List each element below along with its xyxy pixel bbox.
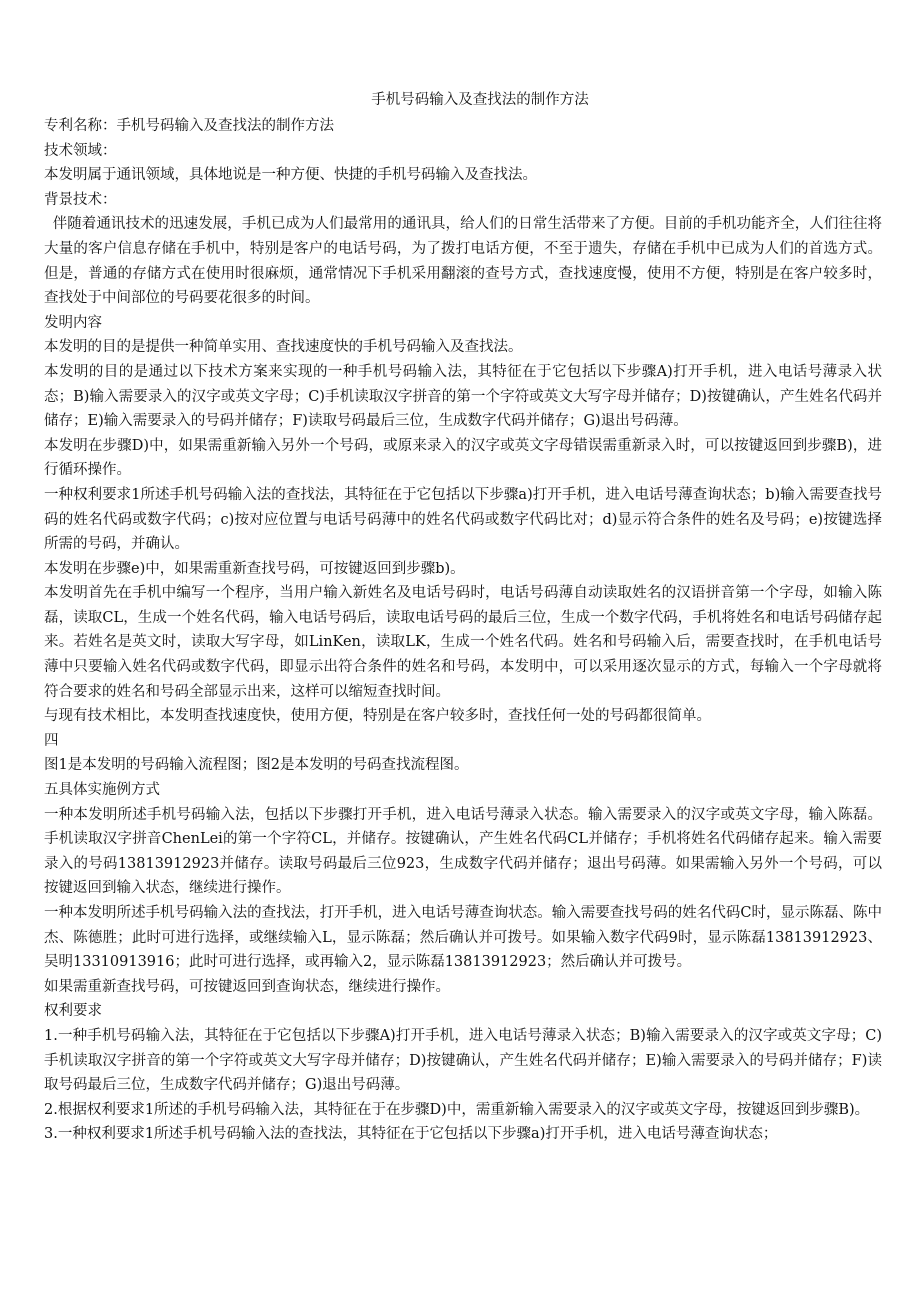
document-body — [44, 114, 882, 1147]
input-method-steps-paragraph: 本发明的目的是通过以下技术方案来实现的一种手机号码输入法，其特征在于它包括以下步骤A)打开手机，进入电话号薄录入状态；B)输入需要录入的汉字或英文字母；C)手机读取汉字拼音的第一个字符或英文大写字母并储存；D)按键确认，产生姓名代码并储存；E)输入需要录入的号码并储存；F)读取号码最后三位，生成数字代码并储存；G)退出号码薄。 — [44, 363, 882, 430]
step-d-loop-paragraph: 本发明在步骤D)中，如果需重新输入另外一个号码，或原来录入的汉字或英文字母错误需重新录入时，可以按键返回到步骤B)，进行循环操作。 — [44, 437, 882, 479]
claim-3-paragraph: 3.一种权利要求1所述手机号码输入法的查找法，其特征在于它包括以下步骤a)打开手机，进入电话号薄查询状态； — [44, 1126, 778, 1143]
embodiment-return-paragraph: 如果需重新查找号码，可按键返回到查询状态，继续进行操作。 — [44, 978, 450, 995]
patent-name-line: 专利名称：手机号码输入及查找法的制作方法 — [44, 118, 334, 134]
embodiment-input-paragraph: 一种本发明所述手机号码输入法，包括以下步骤打开手机，进入电话号薄录入状态。输入需要录入的汉字或英文字母，输入陈磊。手机读取汉字拼音ChenLei的第一个字符CL，并储存。按键确认，产生姓名代码CL并储存；手机将姓名代码储存起来。输入需要录入的号码13813912923并储存。读取号码最后三位923，生成数字代码并储存；退出号码薄。如果需输入另外一个号码，可以按键返回到输入状态，继续进行操作。 — [44, 806, 882, 897]
section-heading-background: 背景技术： — [44, 191, 117, 208]
program-description-paragraph: 本发明首先在手机中编写一个程序，当用户输入新姓名及电话号码时，电话号码薄自动读取姓名的汉语拼音第一个字母，如输入陈磊，读取CL，生成一个姓名代码，输入电话号码后，读取电话号码的最后三位，生成一个数字代码，手机将姓名和电话号码储存起来。若姓名是英文时，读取大写字母，如LinKen，读取LK，生成一个姓名代码。姓名和号码输入后，需要查找时，在手机电话号薄中只要输入姓名代码或数字代码，即显示出符合条件的姓名和号码，本发明中，可以采用逐次显示的方式，每输入一个字母就将符合要求的姓名和号码全部显示出来，这样可以缩短查找时间。 — [44, 585, 882, 700]
section-heading-embodiment: 五具体实施例方式 — [44, 782, 160, 799]
claim-1-paragraph: 1.一种手机号码输入法，其特征在于它包括以下步骤A)打开手机，进入电话号薄录入状态；B)输入需要录入的汉字或英文字母；C)手机读取汉字拼音的第一个字符或英文大写字母并储存；D)按键确认，产生姓名代码并储存；E)输入需要录入的号码并储存；F)读取号码最后三位，生成数字代码并储存；G)退出号码薄。 — [44, 1027, 882, 1094]
lookup-method-steps-paragraph: 一种权利要求1所述手机号码输入法的查找法，其特征在于它包括以下步骤a)打开手机，进入电话号薄查询状态；b)输入需要查找号码的姓名代码或数字代码；c)按对应位置与电话号码薄中的姓名代码或数字代码比对；d)显示符合条件的姓名及号码；e)按键选择所需的号码，并确认。 — [44, 486, 882, 553]
section-heading-technical-field: 技术领域： — [44, 142, 117, 159]
advantages-paragraph: 与现有技术相比，本发明查找速度快，使用方便，特别是在客户较多时，查找任何一处的号码都很简单。 — [44, 708, 711, 725]
figure-description-paragraph: 图1是本发明的号码输入流程图；图2是本发明的号码查找流程图。 — [44, 757, 469, 774]
section-heading-invention-content: 发明内容 — [44, 314, 102, 331]
section-heading-claims: 权利要求 — [44, 1003, 102, 1020]
document-title: 手机号码输入及查找法的制作方法 — [371, 92, 589, 108]
claim-2-paragraph: 2.根据权利要求1所述的手机号码输入法，其特征在于在步骤D)中，需重新输入需要录入的汉字或英文字母，按键返回到步骤B)。 — [44, 1101, 870, 1118]
embodiment-lookup-paragraph: 一种本发明所述手机号码输入法的查找法，打开手机，进入电话号薄查询状态。输入需要查找号码的姓名代码C时，显示陈磊、陈中杰、陈德胜；此时可进行选择，或继续输入L，显示陈磊；然后确认并可拨号。如果输入数字代码9时，显示陈磊13813912923、吴明13310913916；此时可进行选择，或再输入2，显示陈磊13813912923；然后确认并可拨号。 — [44, 905, 882, 971]
step-e-return-paragraph: 本发明在步骤e)中，如果需重新查找号码，可按键返回到步骤b)。 — [44, 560, 465, 577]
section-heading-four: 四 — [44, 732, 59, 749]
invention-purpose-paragraph: 本发明的目的是提供一种简单实用、查找速度快的手机号码输入及查找法。 — [44, 339, 523, 356]
technical-field-paragraph: 本发明属于通讯领域，具体地说是一种方便、快捷的手机号码输入及查找法。 — [44, 167, 537, 184]
background-paragraph: 伴随着通讯技术的迅速发展，手机已成为人们最常用的通讯具，给人们的日常生活带来了方便。目前的手机功能齐全，人们往往将大量的客户信息存储在手机中，特别是客户的电话号码，为了拨打电话方便，不至于遗失，存储在手机中已成为人们的首选方式。但是，普通的存储方式在使用时很麻烦，通常情况下手机采用翻滚的查号方式，查找速度慢，使用不方便，特别是在客户较多时，查找处于中间部位的号码要花很多的时间。 — [44, 216, 882, 307]
